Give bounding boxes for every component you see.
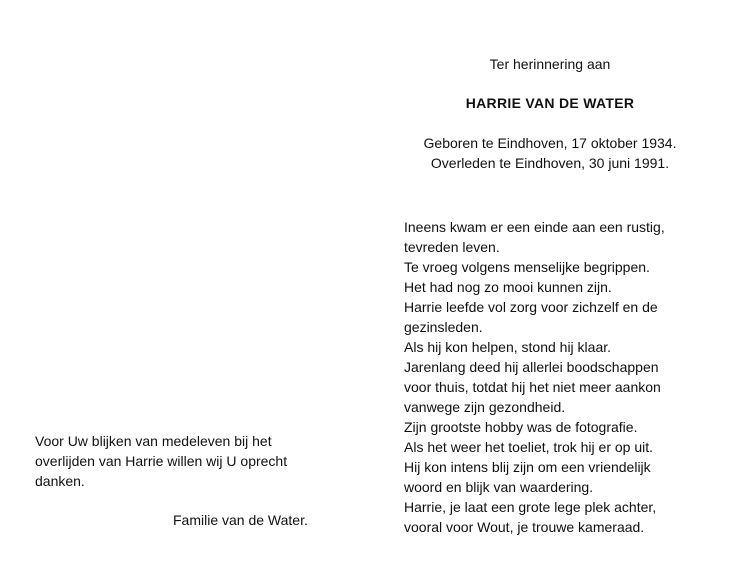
death-line: Overleden te Eindhoven, 30 juni 1991. xyxy=(430,155,670,171)
text-line: voor thuis, totdat hij het niet meer aankon xyxy=(404,379,661,395)
text-line: Ineens kwam er een einde aan een rustig, xyxy=(404,219,665,235)
text-line: Harrie, je laat een grote lege plek achter, xyxy=(404,499,657,515)
text-line: woord en blijk van waardering. xyxy=(404,479,594,495)
thanks-line: danken. xyxy=(35,473,85,489)
text-line: Te vroeg volgens menselijke begrippen. xyxy=(404,259,650,275)
text-line: vooral voor Wout, je trouwe kameraad. xyxy=(404,519,645,535)
text-line: Zijn grootste hobby was de fotografie. xyxy=(404,419,638,435)
thanks-line: Voor Uw blijken van medeleven bij het xyxy=(35,433,272,449)
text-line: Als het weer het toeliet, trok hij er op uit. xyxy=(404,439,654,455)
thanks-line: overlijden van Harrie willen wij U oprecht xyxy=(35,453,288,469)
deceased-name: HARRIE VAN DE WATER xyxy=(465,95,635,111)
text-line: Harrie leefde vol zorg voor zichzelf en de xyxy=(404,299,658,315)
birth-line: Geboren te Eindhoven, 17 oktober 1934. xyxy=(423,135,677,151)
text-line: vanwege zijn gezondheid. xyxy=(404,399,566,415)
text-line: Als hij kon helpen, stond hij klaar. xyxy=(404,339,612,355)
text-line: Het had nog zo mooi kunnen zijn. xyxy=(404,279,612,295)
thanks-message xyxy=(35,431,287,491)
family-signature: Familie van de Water. xyxy=(173,512,308,528)
text-line: Jarenlang deed hij allerlei boodschappen xyxy=(404,359,659,375)
text-line: tevreden leven. xyxy=(404,239,500,255)
life-dates xyxy=(395,133,705,173)
memorial-heading: Ter herinnering aan xyxy=(489,56,611,72)
text-line: gezinsleden. xyxy=(404,319,483,335)
text-line: Hij kon intens blij zijn om een vriendelijk xyxy=(404,459,651,475)
memorial-text xyxy=(404,217,665,537)
